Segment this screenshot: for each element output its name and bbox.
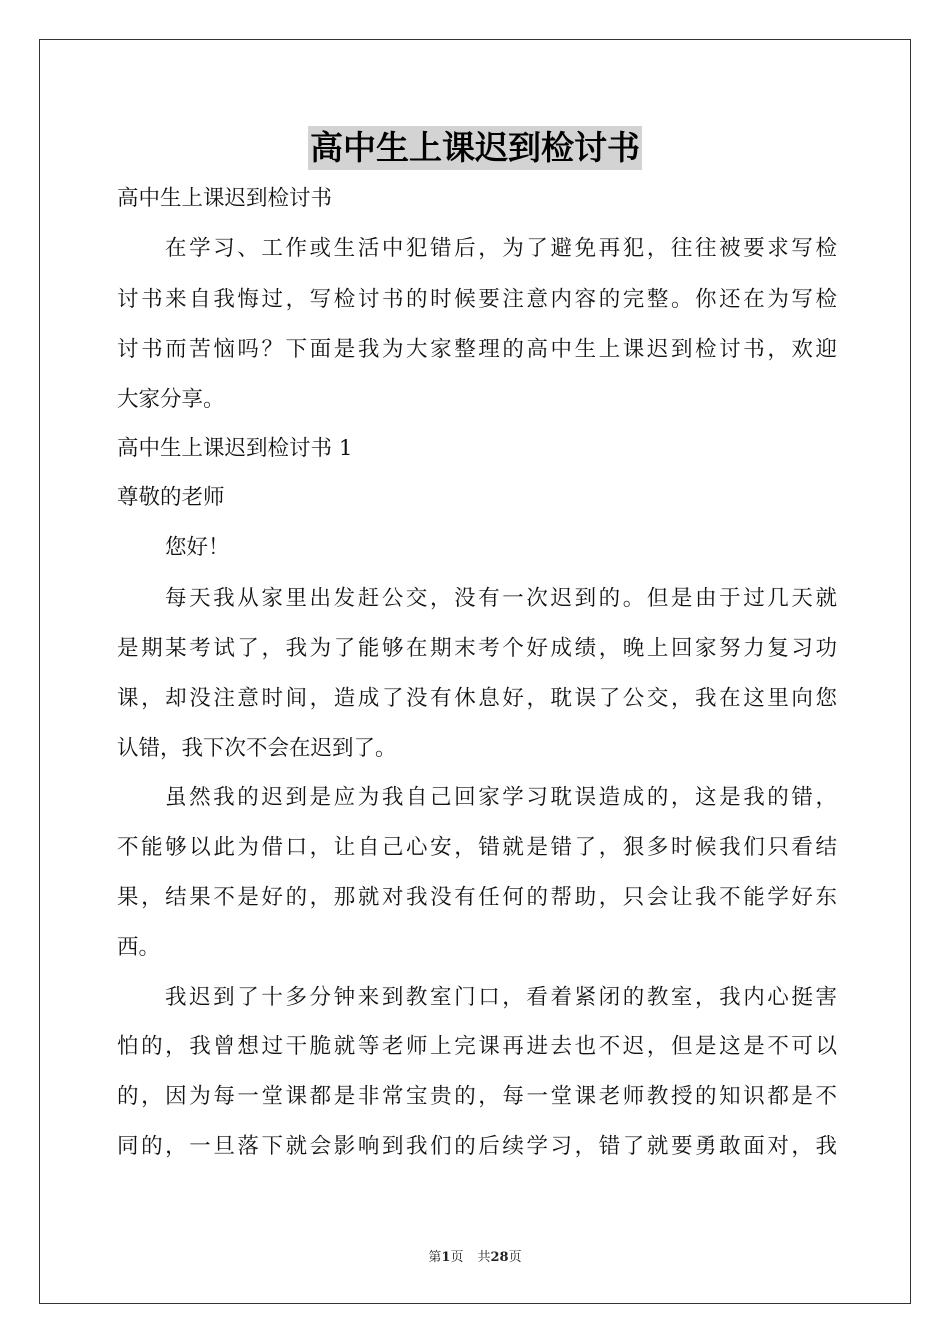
section-heading: 高中生上课迟到检讨书 1 [117, 436, 353, 461]
total-pages: 28 [490, 1250, 509, 1265]
paragraph-line: 的，因为每一堂课都是非常宝贵的，每一堂课老师教授的知识都是不 [117, 1084, 837, 1109]
page-border [39, 39, 911, 1304]
page-suffix: 页 [450, 1250, 464, 1265]
paragraph-line: 不能够以此为借口，让自己心安，错就是错了，狠多时候我们只看结 [117, 835, 837, 860]
paragraph-line: 虽然我的迟到是应为我自己回家学习耽误造成的，这是我的错， [165, 785, 837, 810]
subtitle-line: 高中生上课迟到检讨书 [117, 186, 333, 211]
salutation: 尊敬的老师 [117, 485, 225, 510]
greeting: 您好！ [165, 535, 230, 560]
paragraph-line: 认错，我下次不会在迟到了。 [117, 736, 397, 761]
title-container [0, 126, 950, 170]
paragraph-line: 我迟到了十多分钟来到教室门口，看着紧闭的教室，我内心挺害 [165, 985, 837, 1010]
paragraph-line: 每天我从家里出发赶公交，没有一次迟到的。但是由于过几天就 [165, 586, 837, 611]
paragraph-line: 果，结果不是好的，那就对我没有任何的帮助，只会让我不能学好东 [117, 885, 837, 910]
total-label: 共 [477, 1250, 491, 1265]
paragraph-line: 大家分享。 [117, 387, 225, 412]
page-number: 1 [441, 1250, 451, 1265]
page-footer [0, 1246, 950, 1265]
paragraph-line: 怕的，我曾想过干脆就等老师上完课再进去也不迟，但是这是不可以 [117, 1034, 837, 1059]
page-label: 第 [428, 1250, 442, 1265]
paragraph-line: 讨书来自我悔过，写检讨书的时候要注意内容的完整。你还在为写检 [117, 287, 837, 312]
total-suffix: 页 [508, 1250, 522, 1265]
paragraph-line: 课，却没注意时间，造成了没有休息好，耽误了公交，我在这里向您 [117, 686, 837, 711]
paragraph-line: 是期某考试了，我为了能够在期末考个好成绩，晚上回家努力复习功 [117, 636, 837, 661]
paragraph-line: 在学习、工作或生活中犯错后，为了避免再犯，往往被要求写检 [165, 236, 837, 261]
paragraph-line: 同的，一旦落下就会影响到我们的后续学习，错了就要勇敢面对，我 [117, 1134, 837, 1159]
paragraph-line: 西。 [117, 935, 161, 960]
paragraph-line: 讨书而苦恼吗？下面是我为大家整理的高中生上课迟到检讨书，欢迎 [117, 337, 837, 362]
document-title: 高中生上课迟到检讨书 [308, 126, 642, 170]
